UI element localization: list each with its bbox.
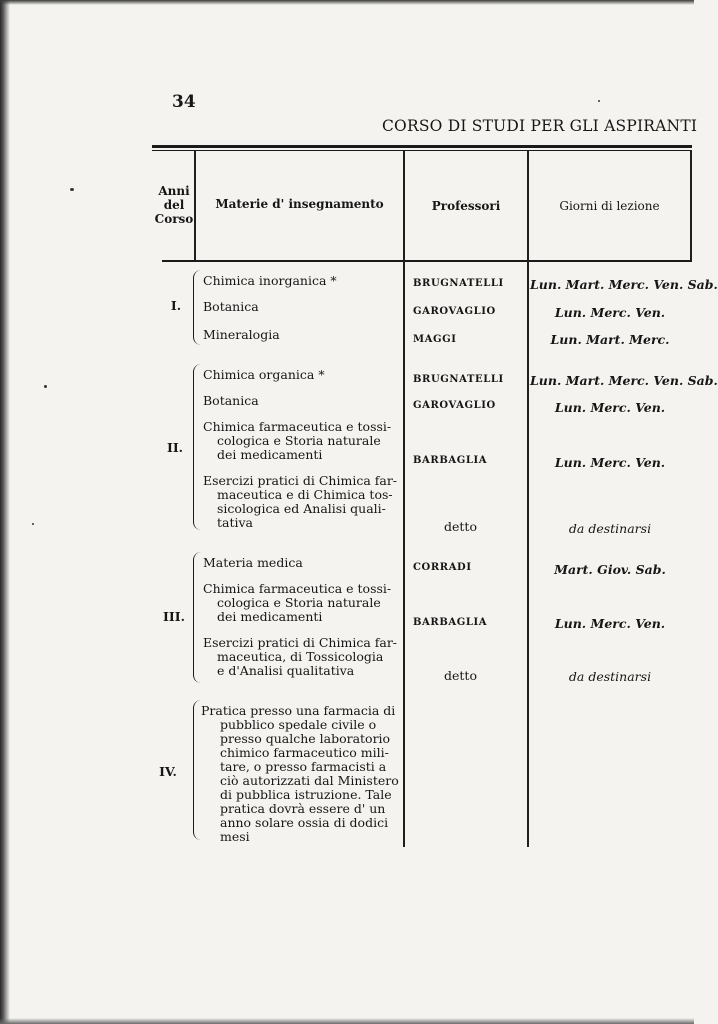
days-1-3: Lun. Mart. Merc.	[550, 332, 670, 347]
professor-2-3: BARBAGLIA	[413, 455, 488, 466]
days-2-2: Lun. Merc. Ven.	[554, 400, 666, 415]
header-professor: Professori	[431, 199, 501, 213]
top-rule-thick	[152, 145, 692, 148]
header-subject: Materie d' insegnamento	[215, 197, 384, 211]
professor-2-4: detto	[444, 519, 477, 534]
year-label-3: III.	[163, 609, 185, 624]
days-3-3: da destinarsi	[568, 669, 652, 684]
column-line-3	[527, 150, 529, 847]
subject-2-1: Chimica organica *	[203, 367, 325, 382]
page-edge-bottom	[0, 1018, 694, 1024]
print-speck	[44, 385, 47, 388]
subject-3-3: Esercizi pratici di Chimica far- maceutica, di Tossicologia e d'Analisi qualitativa	[203, 635, 398, 678]
days-2-1: Lun. Mart. Merc. Ven. Sab.	[530, 373, 718, 388]
professor-3-3: detto	[444, 668, 477, 683]
subject-1-1: Chimica inorganica *	[203, 273, 337, 288]
page-number: 34	[172, 92, 196, 112]
professor-1-2: GAROVAGLIO	[413, 306, 496, 317]
subject-2-3: Chimica farmaceutica e tossi- cologica e Storia naturale dei medicamenti	[203, 419, 392, 462]
professor-3-2: BARBAGLIA	[413, 617, 488, 628]
print-speck	[70, 188, 74, 191]
column-line-4	[690, 150, 692, 260]
subject-1-2: Botanica	[203, 299, 259, 314]
top-rule-thin	[152, 150, 692, 151]
header-bottom-rule	[162, 260, 692, 262]
days-1-1: Lun. Mart. Merc. Ven. Sab.	[530, 277, 718, 292]
days-2-3: Lun. Merc. Ven.	[554, 455, 666, 470]
running-head: CORSO DI STUDI PER GLI ASPIRANTI	[382, 117, 698, 135]
practice-requirement: Pratica presso una farmacia di pubblico spedale civile o presso qualche laboratorio chimico farmaceutico mili- tare, o presso farmacisti a ciò autorizzati dal Ministero di pubblica istruzione. Tale pratica dovrà essere d' un anno solare ossia di dodici mesi	[201, 703, 399, 844]
days-3-1: Mart. Giov. Sab.	[554, 562, 666, 577]
print-speck	[598, 100, 600, 102]
days-1-2: Lun. Merc. Ven.	[554, 305, 666, 320]
professor-2-1: BRUGNATELLI	[413, 374, 504, 385]
year-label-2: II.	[166, 440, 184, 455]
year-label-1: I.	[170, 298, 182, 313]
header-days: Giorni di lezione	[559, 199, 660, 213]
professor-2-2: GAROVAGLIO	[413, 400, 496, 411]
brace-year-3	[193, 552, 202, 683]
subject-3-2: Chimica farmaceutica e tossi- cologica e Storia naturale dei medicamenti	[203, 581, 392, 624]
page-edge-left	[0, 0, 10, 1024]
days-2-4: da destinarsi	[568, 521, 652, 536]
header-year: Anni del Corso	[154, 184, 194, 226]
subject-2-4: Esercizi pratici di Chimica far- maceutica e di Chimica tos- sicologica ed Analisi quali- tativa	[203, 473, 398, 530]
professor-3-1: CORRADI	[413, 562, 472, 573]
year-label-4: IV.	[159, 764, 177, 779]
page-edge-top	[0, 0, 694, 5]
professor-1-3: MAGGI	[413, 334, 457, 345]
subject-1-3: Mineralogia	[203, 327, 280, 342]
column-line-2	[403, 150, 405, 847]
subject-3-1: Materia medica	[203, 555, 303, 570]
print-speck	[32, 523, 34, 525]
professor-1-1: BRUGNATELLI	[413, 278, 504, 289]
days-3-2: Lun. Merc. Ven.	[554, 616, 666, 631]
subject-2-2: Botanica	[203, 393, 259, 408]
